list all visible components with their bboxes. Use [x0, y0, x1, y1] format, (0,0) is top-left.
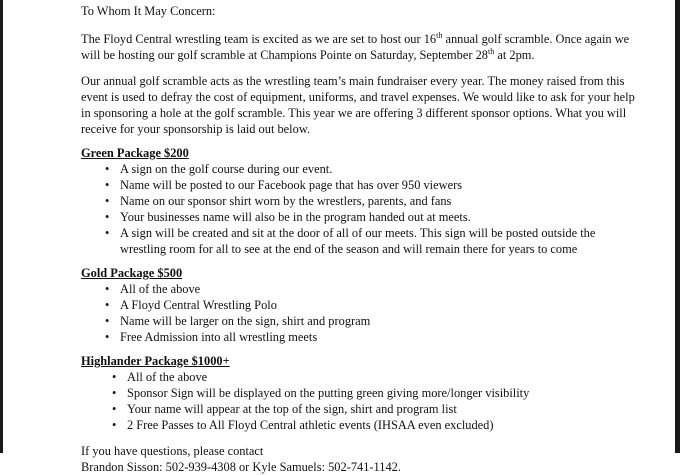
- salutation: To Whom It May Concern:: [81, 4, 216, 18]
- list-item: • Name will be larger on the sign, shirt and program: [81, 313, 641, 329]
- intro-text-1: The Floyd Central wrestling team is excited as we are set to host our 16: [81, 32, 437, 46]
- letter-document: [81, 3, 641, 475]
- package-gold-list: [81, 281, 641, 345]
- package-title-highlander: Highlander Package $1000+: [81, 354, 230, 368]
- closing-line-1: If you have questions, please contact: [81, 444, 264, 458]
- list-item: • A Floyd Central Wrestling Polo: [81, 297, 641, 313]
- closing-line-2: Brandon Sisson: 502-939-4308 or Kyle Samuels: 502-741-1142.: [81, 460, 401, 474]
- page-border-right: [675, 0, 680, 453]
- list-item: • Your name will appear at the top of the sign, shirt and program list: [81, 401, 641, 417]
- list-item: • Free Admission into all wrestling meets: [81, 329, 641, 345]
- package-gold: [81, 265, 641, 345]
- list-item: • All of the above: [81, 281, 641, 297]
- page-border-left: [0, 0, 3, 453]
- intro-text-3: at 2pm.: [494, 48, 535, 62]
- list-item: • 2 Free Passes to All Floyd Central athletic events (IHSAA even excluded): [81, 417, 641, 433]
- intro-ordinal-1: th: [436, 30, 443, 40]
- list-item: • Sponsor Sign will be displayed on the putting green giving more/longer visibility: [81, 385, 641, 401]
- list-item: • A sign on the golf course during our event.: [81, 161, 641, 177]
- package-title-gold: Gold Package $500: [81, 266, 183, 280]
- list-item: • Name on our sponsor shirt worn by the wrestlers, parents, and fans: [81, 193, 641, 209]
- list-item: • Name will be posted to our Facebook page that has over 950 viewers: [81, 177, 641, 193]
- package-highlander: [81, 353, 641, 433]
- package-green-list: [81, 161, 641, 257]
- intro-paragraph: [81, 31, 641, 63]
- package-green: [81, 145, 641, 257]
- list-item: • Your businesses name will also be in the program handed out at meets.: [81, 209, 641, 225]
- list-item: • All of the above: [81, 369, 641, 385]
- intro-text-2: annual golf scramble. Once again we will be hosting our golf scramble at Champions Pointe on Saturday, September 28: [81, 32, 630, 62]
- package-title-green: Green Package $200: [81, 146, 189, 160]
- body-paragraph: Our annual golf scramble acts as the wrestling team’s main fundraiser every year. The money raised from this event is used to defray the cost of equipment, uniforms, and travel expenses. We would like to ask for your help in sponsoring a hole at the golf scramble. This year we are offering 3 different sponsor options. What you will receive for your sponsorship is laid out below.: [81, 74, 635, 136]
- intro-ordinal-2: th: [488, 46, 495, 56]
- list-item: • A sign will be created and sit at the door of all of our meets. This sign will be posted outside the wrestling room for all to see at the end of the season and will remain there for years to come: [81, 225, 641, 257]
- package-highlander-list: [81, 369, 641, 433]
